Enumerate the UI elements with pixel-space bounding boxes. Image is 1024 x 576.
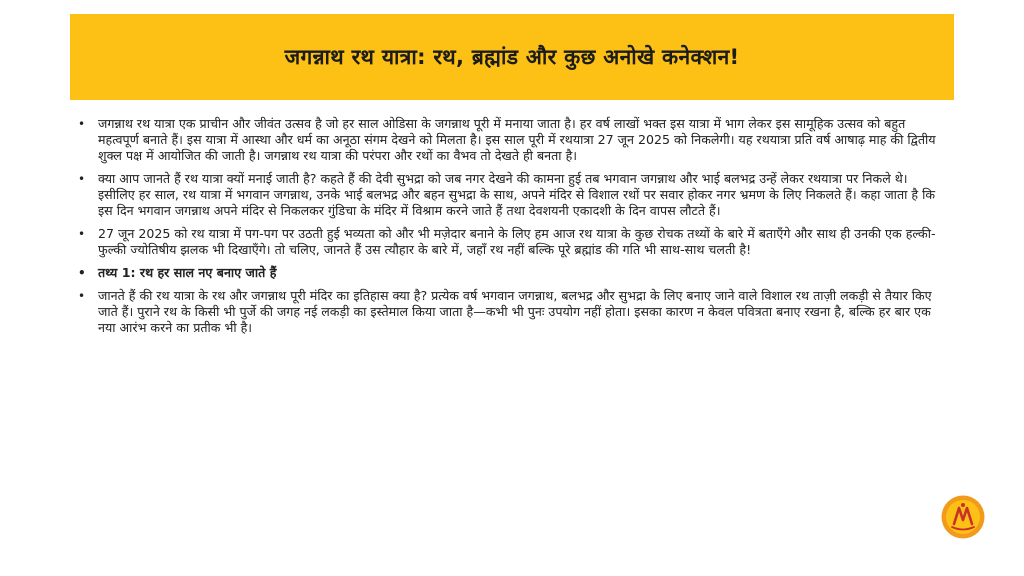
bullet-text: जगन्नाथ रथ यात्रा एक प्राचीन और जीवंत उत्सव है जो हर साल ओडिसा के जगन्नाथ पूरी में मनाया जाता है। हर वर्ष लाखों भक्त इस यात्रा में भाग लेकर इस सामूहिक उत्सव को बहुत महत्वपूर्ण बनाते हैं। इस यात्रा में आस्था और धर्म का अनूठा संगम देखने को मिलता है। इस साल पूरी में रथयात्रा 27 जून 2025 को निकलेगी। यह रथयात्रा प्रति वर्ष आषाढ़ माह की द्वितीय शुक्ल पक्ष में आयोजित की जाती है। जगन्नाथ रथ यात्रा की परंपरा और रथों का वैभव तो देखते ही बनता है। [98, 116, 936, 163]
bullet-item-fact-detail [78, 288, 946, 336]
slide-title: जगन्नाथ रथ यात्रा: रथ, ब्रह्मांड और कुछ अनोखे कनेक्शन! [284, 45, 740, 69]
bullet-text: 27 जून 2025 को रथ यात्रा में पग-पग पर उठती हुई भव्यता को और भी मज़ेदार बनाने के लिए हम आज रथ यात्रा के कुछ रोचक तथ्यों के बारे में बताएँगे और साथ ही उनकी एक हल्की-फुल्की ज्योतिषीय झलक भी दिखाएँगे। तो चलिए, जानते हैं उस त्यौहार के बारे में, जहाँ रथ नहीं बल्कि पूरे ब्रह्मांड की गति भी साथ-साथ चलती है! [98, 226, 936, 257]
bullet-marker: • [78, 266, 86, 280]
bullet-marker: • [78, 117, 86, 131]
bullet-text: क्या आप जानते हैं रथ यात्रा क्यों मनाई जाती है? कहते हैं की देवी सुभद्रा को जब नगर देखने की कामना हुई तब भगवान जगन्नाथ और भाई बलभद्र उन्हें लेकर रथयात्रा पर निकले थे। इसीलिए हर साल, रथ यात्रा में भगवान जगन्नाथ, उनके भाई बलभद्र और बहन सुभद्रा के साथ, अपने मंदिर से विशाल रथों पर सवार होकर नगर भ्रमण के लिए निकलते हैं। कहा जाता है कि इस दिन भगवान जगन्नाथ अपने मंदिर से निकलकर गुंडिचा के मंदिर में विश्राम करने जाते हैं तथा देवशयनी एकादशी के दिन वापस लौटते हैं। [98, 171, 936, 218]
bullet-item-date-facts [78, 226, 946, 258]
title-banner [70, 14, 954, 100]
astro-brand-logo-icon [940, 494, 986, 540]
bullet-item-why-celebrated [78, 171, 946, 219]
fact-heading-text: तथ्य 1: रथ हर साल नए बनाए जाते हैं [98, 265, 277, 280]
bullet-item-fact-heading [78, 265, 946, 281]
bullet-marker: • [78, 227, 86, 241]
logo-dot [961, 503, 965, 507]
bullet-marker: • [78, 172, 86, 186]
bullet-list [78, 116, 946, 343]
bullet-item-intro [78, 116, 946, 164]
bullet-text: जानते हैं की रथ यात्रा के रथ और जगन्नाथ पूरी मंदिर का इतिहास क्या है? प्रत्येक वर्ष भगवान जगन्नाथ, बलभद्र और सुभद्रा के लिए बनाए जाने वाले विशाल रथ ताज़ी लकड़ी से तैयार किए जाते हैं। पुराने रथ के किसी भी पुर्जे की जगह नई लकड़ी का इस्तेमाल किया जाता है—कभी भी पुनः उपयोग नहीं होता। इसका कारण न केवल पवित्रता बनाए रखना है, बल्कि हर बार एक नया आरंभ करने का प्रतीक भी है। [98, 288, 932, 335]
bullet-marker: • [78, 289, 86, 303]
logo-graphic [940, 494, 986, 540]
